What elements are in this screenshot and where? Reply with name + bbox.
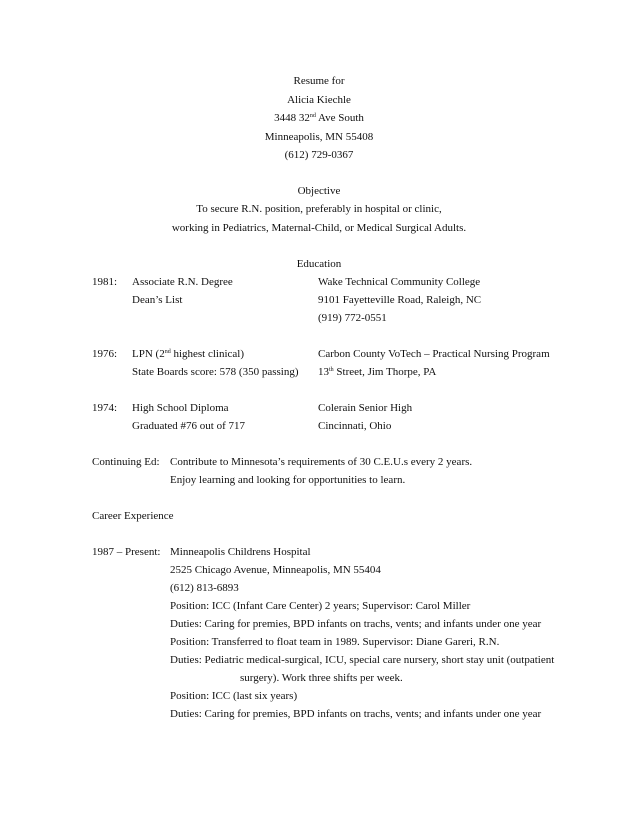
education-detail: Graduated #76 out of 717: [132, 420, 246, 432]
objective-heading: Objective: [297, 185, 341, 197]
education-school-phone: (919) 772-0551: [318, 312, 387, 324]
education-year: 1976:: [92, 348, 118, 360]
career-detail-line: Position: Transferred to float team in 1989. Supervisor: Diane Gareri, R.N.: [170, 636, 500, 648]
address-street: 3448 32nd Ave South: [274, 112, 364, 124]
career-detail-line: Position: ICC (Infant Care Center) 2 years; Supervisor: Carol Miller: [170, 600, 471, 612]
continuing-ed-line: Enjoy learning and looking for opportunities to learn.: [170, 474, 406, 486]
education-year: 1981:: [92, 276, 118, 288]
education-school: Carbon County VoTech – Practical Nursing Program: [318, 348, 550, 360]
career-detail-line: Duties: Caring for premies, BPD infants on trachs, vents; and infants under one year: [170, 618, 542, 630]
employer-phone: (612) 813-6893: [170, 582, 239, 594]
education-degree: High School Diploma: [132, 402, 229, 414]
continuing-ed-line: Contribute to Minnesota’s requirements of 30 C.E.U.s every 2 years.: [170, 456, 473, 468]
career-detail-line: Duties: Pediatric medical-surgical, ICU, special care nursery, short stay unit (outpatient: [170, 654, 555, 666]
career-dates: 1987 – Present:: [92, 546, 161, 558]
education-degree: LPN (2nd highest clinical): [132, 348, 245, 360]
career-detail-line: Duties: Caring for premies, BPD infants on trachs, vents; and infants under one year: [170, 708, 542, 720]
education-heading: Education: [296, 258, 342, 270]
career-heading: Career Experience: [92, 510, 174, 522]
employer-address: 2525 Chicago Avenue, Minneapolis, MN 55404: [170, 564, 381, 576]
resume-heading: Resume for: [293, 75, 345, 87]
education-detail: Dean’s List: [132, 294, 183, 306]
career-detail-line: surgery). Work three shifts per week.: [240, 672, 403, 684]
education-year: 1974:: [92, 402, 118, 414]
education-school-address: 13th Street, Jim Thorpe, PA: [318, 366, 437, 378]
education-detail: State Boards score: 578 (350 passing): [132, 366, 299, 378]
education-school-address: Cincinnati, Ohio: [318, 420, 392, 432]
address-city: Minneapolis, MN 55408: [264, 131, 374, 143]
applicant-name: Alicia Kiechle: [287, 94, 351, 106]
education-school: Colerain Senior High: [318, 402, 413, 414]
career-detail-line: Position: ICC (last six years): [170, 690, 298, 702]
employer-name: Minneapolis Childrens Hospital: [170, 546, 311, 558]
continuing-ed-label: Continuing Ed:: [92, 456, 160, 468]
education-school-address: 9101 Fayetteville Road, Raleigh, NC: [318, 294, 482, 306]
objective-line-2: working in Pediatrics, Maternal-Child, or Medical Surgical Adults.: [171, 222, 467, 234]
education-school: Wake Technical Community College: [318, 276, 481, 288]
education-degree: Associate R.N. Degree: [132, 276, 233, 288]
phone-number: (612) 729-0367: [284, 149, 354, 161]
objective-line-1: To secure R.N. position, preferably in hospital or clinic,: [196, 203, 442, 215]
